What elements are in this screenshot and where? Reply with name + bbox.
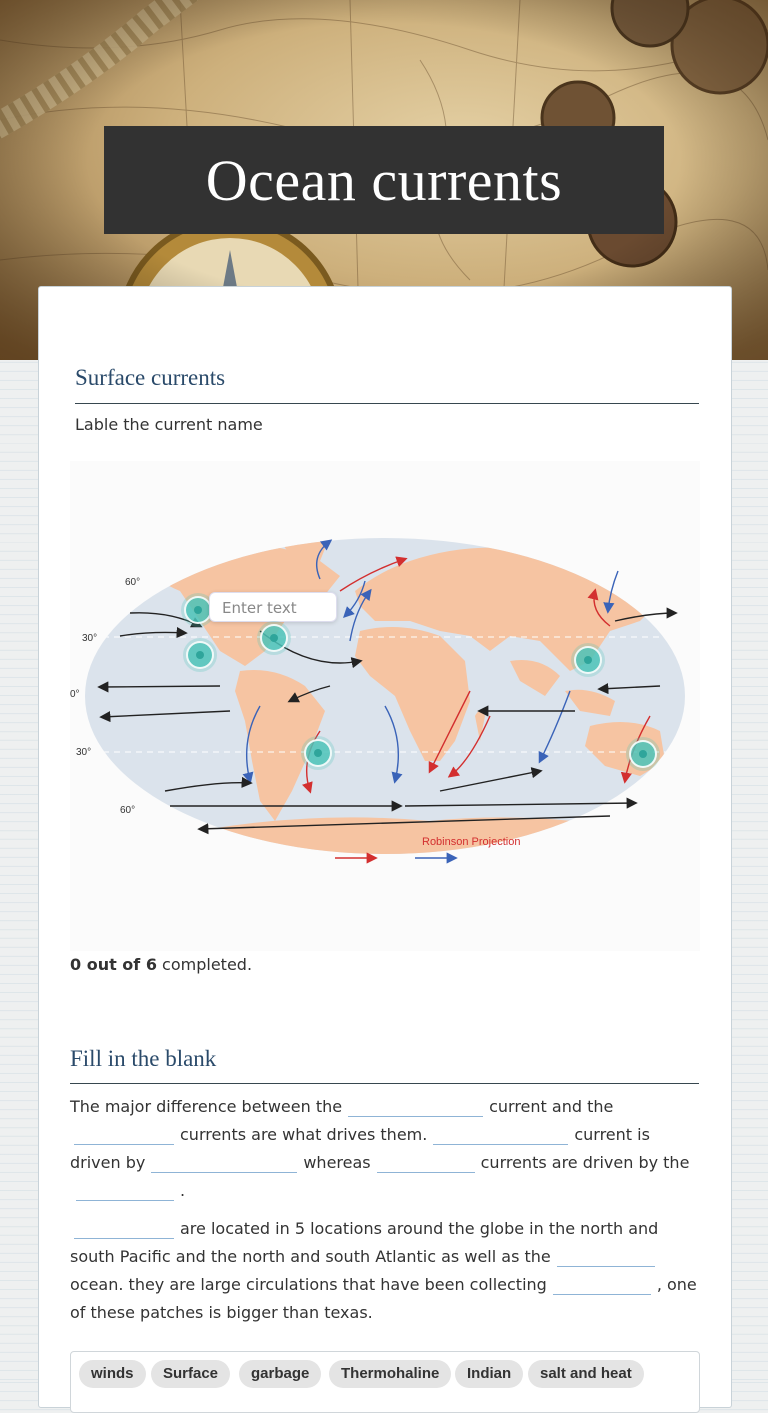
word-chip[interactable]: garbage [239, 1360, 321, 1388]
ocean-currents-map [70, 461, 700, 951]
world-map-svg [70, 461, 700, 951]
section-heading-fill: Fill in the blank [70, 1046, 217, 1071]
current-hotspot-1[interactable] [184, 596, 212, 624]
fill-paragraph-1: The major difference between the current and the currents are what drives them. current is driven by whereas currents are driven by the. [70, 1097, 690, 1200]
word-chip[interactable]: Thermohaline [329, 1360, 451, 1388]
title-banner [104, 126, 664, 234]
blank-input[interactable] [557, 1248, 655, 1267]
blank-input[interactable] [151, 1154, 297, 1173]
current-hotspot-3[interactable] [186, 641, 214, 669]
word-chip[interactable]: salt and heat [528, 1360, 644, 1388]
blank-input[interactable] [74, 1126, 174, 1145]
lat-label: 30° [76, 747, 92, 758]
instruction-text: Lable the current name [75, 415, 263, 434]
current-hotspot-6[interactable] [629, 740, 657, 768]
blank-input[interactable] [348, 1098, 483, 1117]
blank-input[interactable] [433, 1126, 568, 1145]
current-hotspot-4[interactable] [304, 739, 332, 767]
lat-label: 60° [125, 577, 141, 588]
heading-rule [70, 1083, 699, 1084]
section-heading-surface: Surface currents [75, 365, 226, 390]
projection-label: Robinson Projection [422, 836, 521, 848]
page-title: Ocean currents [205, 147, 563, 213]
current-hotspot-5[interactable] [574, 646, 602, 674]
blank-input[interactable] [377, 1154, 475, 1173]
current-label-input-1[interactable]: Enter text [209, 592, 337, 622]
word-chip[interactable]: winds [79, 1360, 146, 1388]
fill-paragraph-2: are located in 5 locations around the globe in the north and south Pacific and the north and south Atlantic as well as theocean. they are large circulations that have been collecting , one of these patches is bigger than texas. [70, 1219, 697, 1322]
progress-suffix: completed. [156, 955, 253, 974]
lat-label: 30° [82, 633, 98, 644]
blank-input[interactable] [74, 1220, 174, 1239]
current-hotspot-2[interactable] [260, 624, 288, 652]
blank-input[interactable] [76, 1182, 174, 1201]
heading-rule [75, 403, 699, 404]
word-bank [70, 1351, 700, 1413]
progress-status [70, 955, 252, 974]
progress-count: 0 out of 6 [70, 955, 157, 974]
blank-input[interactable] [553, 1276, 651, 1295]
lat-label: 0° [70, 689, 80, 700]
word-chip[interactable]: Indian [455, 1360, 523, 1388]
lat-label: 60° [120, 805, 136, 816]
worksheet-card [38, 286, 732, 1408]
word-chip[interactable]: Surface [151, 1360, 230, 1388]
